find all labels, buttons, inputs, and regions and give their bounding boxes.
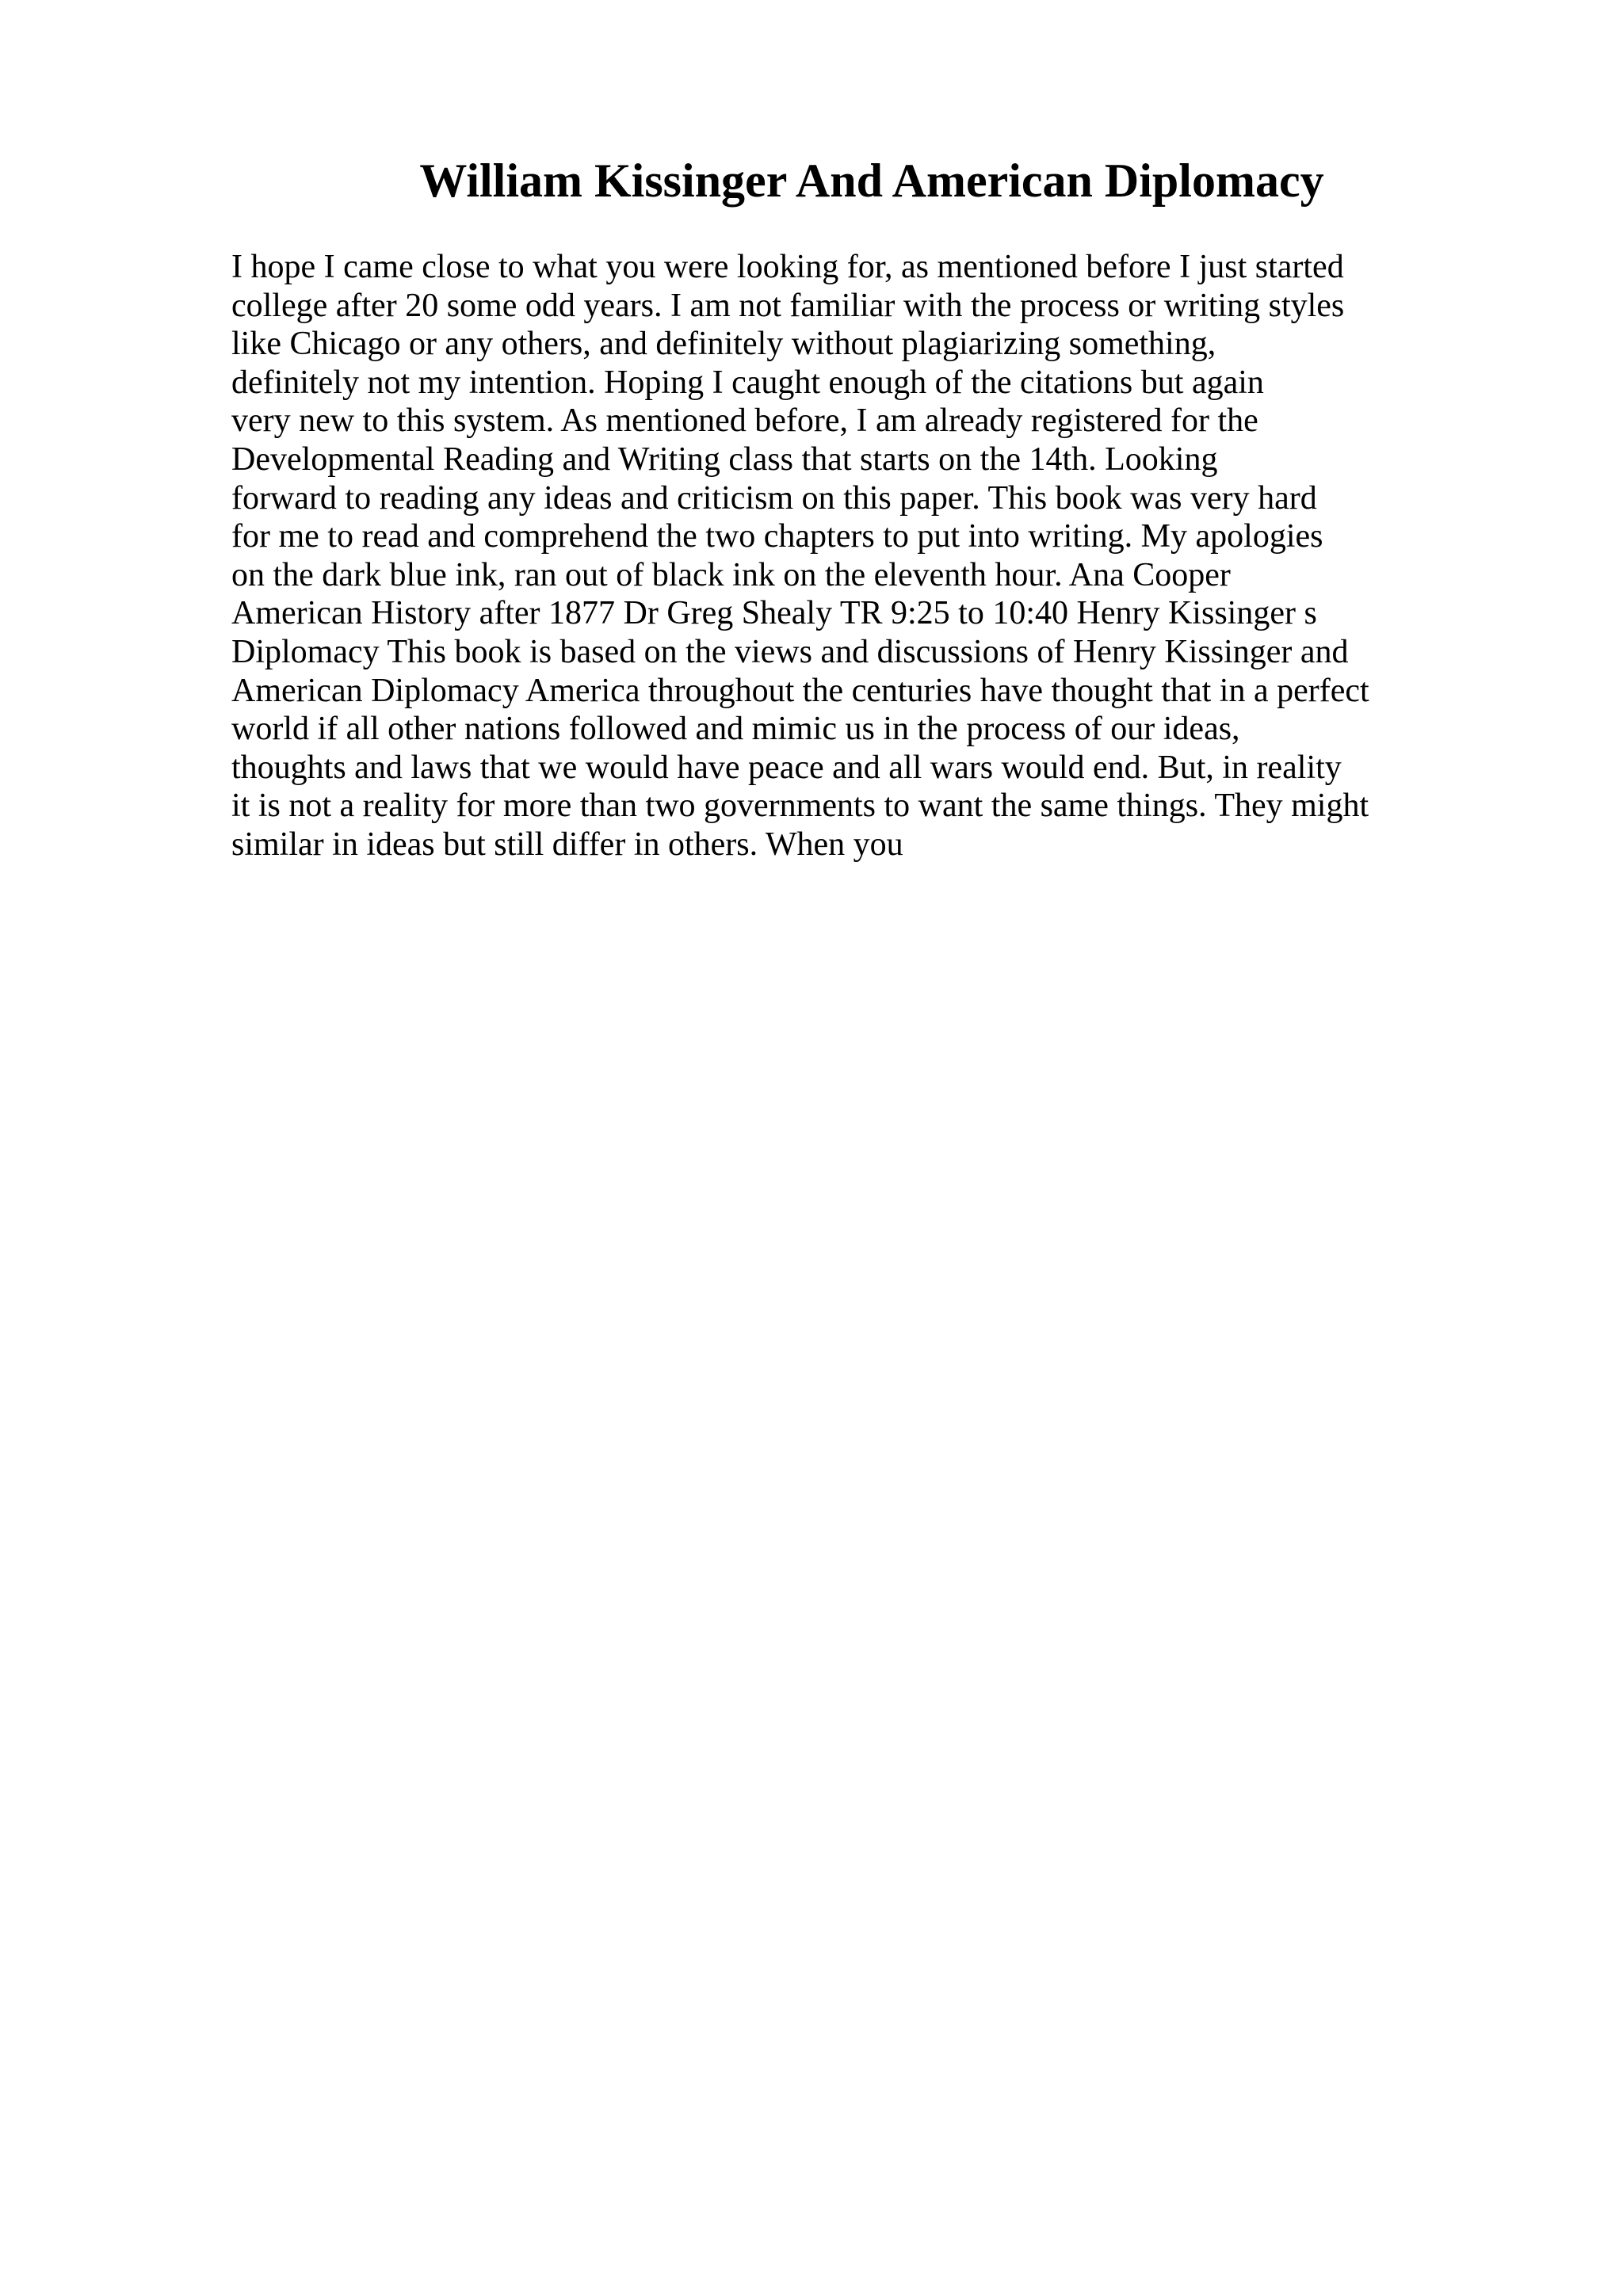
text-line: college after 20 some odd years. I am not familiar with the process or writing styles — [231, 287, 1345, 324]
text-line: similar in ideas but still differ in others. When you — [231, 826, 903, 863]
text-line: forward to reading any ideas and criticism on this paper. This book was very hard — [231, 479, 1317, 517]
text-line: thoughts and laws that we would have peace and all wars would end. But, in reality — [231, 749, 1342, 786]
text-line: definitely not my intention. Hoping I caught enough of the citations but again — [231, 364, 1264, 401]
document-title: William Kissinger And American Diplomacy — [419, 154, 1324, 207]
text-line: very new to this system. As mentioned before, I am already registered for the — [231, 402, 1258, 440]
text-line: world if all other nations followed and mimic us in the process of our ideas, — [231, 711, 1240, 748]
text-line: American History after 1877 Dr Greg Shealy TR 9:25 to 10:40 Henry Kissinger s — [231, 595, 1317, 632]
text-line: like Chicago or any others, and definitely without plagiarizing something, — [231, 326, 1216, 363]
text-line: it is not a reality for more than two governments to want the same things. They might — [231, 788, 1369, 825]
text-line: Diplomacy This book is based on the views and discussions of Henry Kissinger and — [231, 633, 1349, 670]
text-line: American Diplomacy America throughout the centuries have thought that in a perfect — [231, 672, 1369, 709]
text-line: Developmental Reading and Writing class that starts on the 14th. Looking — [231, 441, 1218, 478]
text-line: for me to read and comprehend the two chapters to put into writing. My apologies — [231, 518, 1323, 555]
body-text — [231, 248, 1515, 864]
text-line: I hope I came close to what you were looking for, as mentioned before I just started — [231, 249, 1344, 285]
text-line: on the dark blue ink, ran out of black ink on the eleventh hour. Ana Cooper — [231, 556, 1231, 593]
